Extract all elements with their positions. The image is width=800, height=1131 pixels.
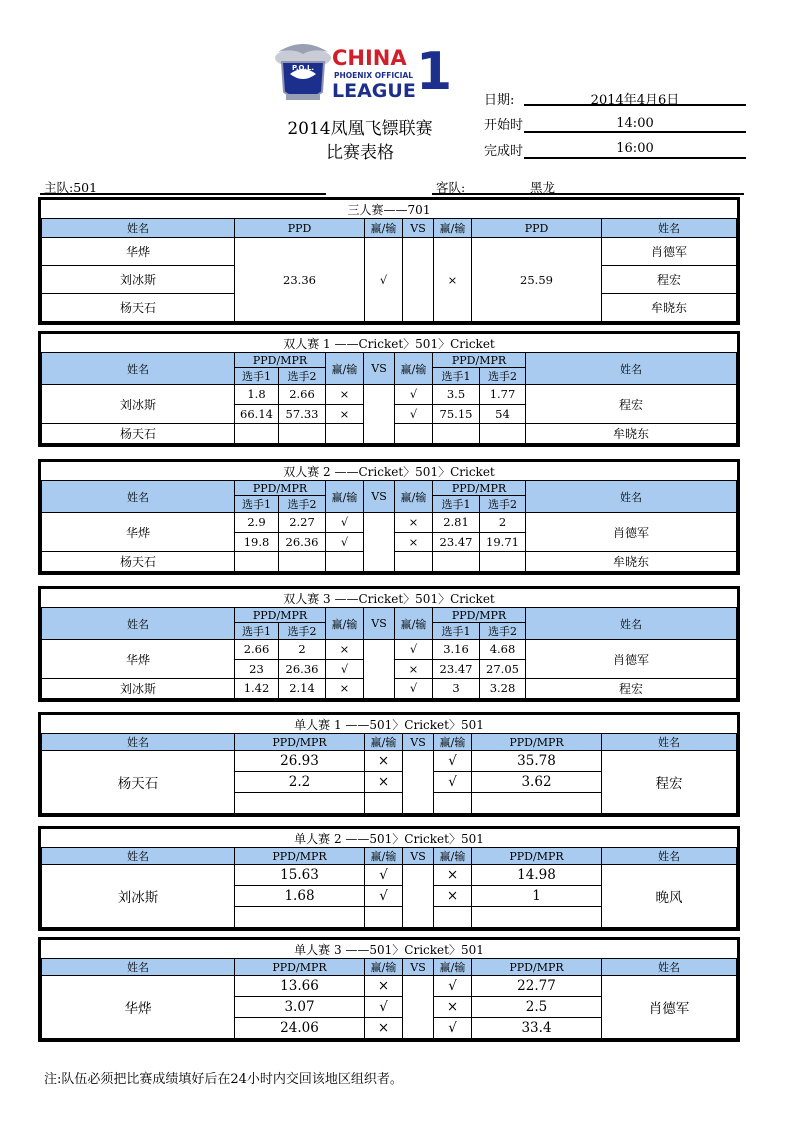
away-result: √ bbox=[395, 640, 433, 660]
doubles-3-section bbox=[38, 586, 740, 702]
home-player: 杨天石 bbox=[42, 424, 235, 444]
away-result bbox=[395, 552, 433, 572]
home-score bbox=[235, 907, 365, 928]
name-header: 姓名 bbox=[42, 734, 235, 751]
vs-cell bbox=[403, 238, 434, 322]
page-title: 2014凤凰飞镖联赛 bbox=[287, 119, 433, 139]
section-title: 双人赛 2 ——Cricket〉501〉Cricket bbox=[42, 462, 737, 481]
away-score: 3.62 bbox=[472, 772, 602, 793]
vs-header: VS bbox=[364, 608, 395, 640]
home-result: √ bbox=[326, 659, 364, 679]
logo-china: CHINA bbox=[332, 46, 407, 70]
away-player1-score: 3.5 bbox=[433, 385, 480, 405]
away-team-underline bbox=[432, 193, 744, 195]
name-header: 姓名 bbox=[526, 481, 737, 513]
ppd-mpr-header: PPD/MPR bbox=[235, 353, 326, 368]
ppd-mpr-header: PPD/MPR bbox=[235, 608, 326, 623]
away-result: × bbox=[395, 513, 433, 533]
win-loss-header: 赢/输 bbox=[434, 734, 472, 751]
away-score: 2.5 bbox=[472, 997, 602, 1018]
home-player2-score: 26.36 bbox=[279, 659, 326, 679]
player1-header: 选手1 bbox=[433, 496, 480, 513]
home-player: 刘冰斯 bbox=[42, 266, 235, 294]
home-result: × bbox=[326, 404, 364, 424]
win-loss-header: 赢/输 bbox=[434, 959, 472, 976]
home-player: 华烨 bbox=[42, 976, 235, 1039]
home-result: √ bbox=[365, 238, 403, 322]
name-header: 姓名 bbox=[526, 353, 737, 385]
logo-badge: P.O.L. bbox=[292, 64, 315, 72]
away-player1-score: 75.15 bbox=[433, 404, 480, 424]
away-player: 肖德军 bbox=[526, 513, 737, 552]
away-score: 35.78 bbox=[472, 751, 602, 772]
home-player1-score bbox=[235, 552, 279, 572]
win-loss-header: 赢/输 bbox=[326, 481, 364, 513]
win-loss-header: 赢/输 bbox=[326, 608, 364, 640]
away-result: √ bbox=[434, 772, 472, 793]
win-loss-header: 赢/输 bbox=[326, 353, 364, 385]
section-title: 单人赛 3 ——501〉Cricket〉501 bbox=[42, 940, 737, 959]
win-loss-header: 赢/输 bbox=[365, 219, 403, 238]
away-player1-score bbox=[433, 424, 480, 444]
away-result: √ bbox=[395, 385, 433, 405]
home-score: 26.93 bbox=[235, 751, 365, 772]
ppd-mpr-header: PPD/MPR bbox=[433, 481, 526, 496]
away-player: 肖德军 bbox=[526, 640, 737, 679]
doubles-2-section bbox=[38, 459, 740, 575]
away-result: × bbox=[395, 659, 433, 679]
page-subtitle: 比赛表格 bbox=[326, 143, 394, 163]
win-loss-header: 赢/输 bbox=[395, 608, 433, 640]
win-loss-header: 赢/输 bbox=[395, 481, 433, 513]
ppd-mpr-header: PPD/MPR bbox=[472, 734, 602, 751]
home-score bbox=[235, 793, 365, 814]
away-team-label: 客队: bbox=[436, 180, 466, 195]
ppd-mpr-header: PPD/MPR bbox=[472, 848, 602, 865]
home-result bbox=[365, 793, 403, 814]
away-team-value: 黑龙 bbox=[530, 180, 556, 195]
home-score: 15.63 bbox=[235, 865, 365, 886]
away-player2-score: 2 bbox=[480, 513, 526, 533]
home-result: √ bbox=[326, 532, 364, 552]
ppd-mpr-header: PPD/MPR bbox=[235, 481, 326, 496]
away-player: 牟晓东 bbox=[526, 424, 737, 444]
home-score: 1.68 bbox=[235, 886, 365, 907]
home-player1-score: 1.42 bbox=[235, 679, 279, 699]
name-header: 姓名 bbox=[602, 734, 737, 751]
section-title: 三人赛——701 bbox=[42, 200, 737, 219]
home-result: × bbox=[326, 640, 364, 660]
name-header: 姓名 bbox=[42, 353, 235, 385]
vs-cell bbox=[403, 751, 434, 814]
away-player2-score bbox=[480, 552, 526, 572]
home-player1-score bbox=[235, 424, 279, 444]
vs-cell bbox=[364, 640, 395, 699]
home-score: 24.06 bbox=[235, 1018, 365, 1039]
away-player1-score: 3 bbox=[433, 679, 480, 699]
home-player2-score bbox=[279, 552, 326, 572]
vs-header: VS bbox=[403, 219, 434, 238]
logo-league: LEAGUE bbox=[332, 80, 416, 102]
home-result: × bbox=[326, 385, 364, 405]
away-result: × bbox=[434, 865, 472, 886]
away-player1-score bbox=[433, 552, 480, 572]
date-value: 2014年4月6日 bbox=[590, 93, 680, 108]
section-title: 双人赛 1 ——Cricket〉501〉Cricket bbox=[42, 334, 737, 353]
away-player1-score: 2.81 bbox=[433, 513, 480, 533]
home-player1-score: 1.8 bbox=[235, 385, 279, 405]
name-header: 姓名 bbox=[602, 848, 737, 865]
ppd-mpr-header: PPD/MPR bbox=[235, 734, 365, 751]
away-player2-score: 3.28 bbox=[480, 679, 526, 699]
home-player1-score: 2.9 bbox=[235, 513, 279, 533]
player2-header: 选手2 bbox=[480, 368, 526, 385]
home-player: 杨天石 bbox=[42, 552, 235, 572]
away-result bbox=[395, 424, 433, 444]
name-header: 姓名 bbox=[602, 959, 737, 976]
away-player2-score: 4.68 bbox=[480, 640, 526, 660]
singles-1-section bbox=[38, 712, 740, 817]
home-player1-score: 19.8 bbox=[235, 532, 279, 552]
footer-note: 注:队伍必须把比赛成绩填好后在24小时内交回该地区组织者。 bbox=[44, 1072, 403, 1087]
player1-header: 选手1 bbox=[235, 623, 279, 640]
start-underline bbox=[524, 131, 746, 133]
win-loss-header: 赢/输 bbox=[434, 848, 472, 865]
away-result: √ bbox=[395, 404, 433, 424]
player2-header: 选手2 bbox=[480, 496, 526, 513]
vs-header: VS bbox=[403, 959, 434, 976]
home-player1-score: 2.66 bbox=[235, 640, 279, 660]
away-score: 1 bbox=[472, 886, 602, 907]
start-label: 开始时 bbox=[484, 118, 524, 133]
player1-header: 选手1 bbox=[235, 496, 279, 513]
vs-header: VS bbox=[364, 481, 395, 513]
player2-header: 选手2 bbox=[480, 623, 526, 640]
home-player2-score: 2.14 bbox=[279, 679, 326, 699]
vs-cell bbox=[364, 513, 395, 572]
away-score: 33.4 bbox=[472, 1018, 602, 1039]
player1-header: 选手1 bbox=[433, 623, 480, 640]
ppd-mpr-header: PPD/MPR bbox=[472, 959, 602, 976]
ppd-mpr-header: PPD/MPR bbox=[433, 608, 526, 623]
logo-phoenix-official: PHOENIX OFFICIAL bbox=[334, 71, 414, 80]
player2-header: 选手2 bbox=[279, 368, 326, 385]
name-header: 姓名 bbox=[42, 959, 235, 976]
player2-header: 选手2 bbox=[279, 496, 326, 513]
away-player: 牟晓东 bbox=[602, 294, 737, 322]
home-player2-score bbox=[279, 424, 326, 444]
home-player2-score: 2.27 bbox=[279, 513, 326, 533]
end-underline bbox=[524, 157, 746, 159]
win-loss-header: 赢/输 bbox=[365, 734, 403, 751]
home-result bbox=[326, 424, 364, 444]
player1-header: 选手1 bbox=[235, 368, 279, 385]
singles-3-section bbox=[38, 937, 740, 1042]
home-result bbox=[365, 907, 403, 928]
home-player2-score: 2.66 bbox=[279, 385, 326, 405]
home-player2-score: 2 bbox=[279, 640, 326, 660]
home-player1-score: 23 bbox=[235, 659, 279, 679]
away-result: × bbox=[395, 532, 433, 552]
player1-header: 选手1 bbox=[433, 368, 480, 385]
away-player: 肖德军 bbox=[602, 238, 737, 266]
name-header: 姓名 bbox=[602, 219, 737, 238]
vs-header: VS bbox=[403, 848, 434, 865]
home-result: √ bbox=[365, 886, 403, 907]
away-player1-score: 23.47 bbox=[433, 659, 480, 679]
end-label: 完成时 bbox=[484, 144, 524, 159]
home-player2-score: 26.36 bbox=[279, 532, 326, 552]
home-result: × bbox=[326, 679, 364, 699]
away-player: 程宏 bbox=[526, 679, 737, 699]
ppd-mpr-header: PPD/MPR bbox=[235, 848, 365, 865]
home-player: 华烨 bbox=[42, 640, 235, 679]
away-player2-score: 19.71 bbox=[480, 532, 526, 552]
home-player: 华烨 bbox=[42, 238, 235, 266]
home-player: 杨天石 bbox=[42, 751, 235, 814]
home-result bbox=[326, 552, 364, 572]
ppd-header: PPD bbox=[472, 219, 602, 238]
home-player: 刘冰斯 bbox=[42, 385, 235, 424]
triples-section bbox=[38, 197, 740, 325]
ppd-header: PPD bbox=[235, 219, 365, 238]
away-player: 程宏 bbox=[602, 266, 737, 294]
away-score bbox=[472, 793, 602, 814]
away-player1-score: 3.16 bbox=[433, 640, 480, 660]
home-team-underline bbox=[40, 193, 326, 195]
home-score: 3.07 bbox=[235, 997, 365, 1018]
ppd-mpr-header: PPD/MPR bbox=[235, 959, 365, 976]
section-title: 单人赛 2 ——501〉Cricket〉501 bbox=[42, 829, 737, 848]
home-result: × bbox=[365, 772, 403, 793]
home-result: √ bbox=[326, 513, 364, 533]
date-label: 日期: bbox=[484, 93, 515, 108]
vs-cell bbox=[403, 865, 434, 928]
home-player: 刘冰斯 bbox=[42, 679, 235, 699]
doubles-1-section bbox=[38, 331, 740, 447]
start-value: 14:00 bbox=[616, 116, 654, 131]
section-title: 双人赛 3 ——Cricket〉501〉Cricket bbox=[42, 589, 737, 608]
away-player: 肖德军 bbox=[602, 976, 737, 1039]
home-player: 刘冰斯 bbox=[42, 865, 235, 928]
away-player2-score: 54 bbox=[480, 404, 526, 424]
away-player2-score bbox=[480, 424, 526, 444]
player2-header: 选手2 bbox=[279, 623, 326, 640]
vs-cell bbox=[364, 385, 395, 444]
name-header: 姓名 bbox=[42, 848, 235, 865]
win-loss-header: 赢/输 bbox=[365, 959, 403, 976]
section-title: 单人赛 1 ——501〉Cricket〉501 bbox=[42, 715, 737, 734]
away-score bbox=[472, 907, 602, 928]
end-value: 16:00 bbox=[616, 141, 654, 156]
away-player2-score: 1.77 bbox=[480, 385, 526, 405]
away-result bbox=[434, 907, 472, 928]
logo-number: 1 bbox=[416, 42, 453, 102]
home-result: × bbox=[365, 751, 403, 772]
league-logo bbox=[268, 40, 453, 106]
away-result: √ bbox=[434, 1018, 472, 1039]
ppd-mpr-header: PPD/MPR bbox=[433, 353, 526, 368]
singles-2-section bbox=[38, 826, 740, 931]
away-player1-score: 23.47 bbox=[433, 532, 480, 552]
name-header: 姓名 bbox=[42, 481, 235, 513]
away-result: √ bbox=[434, 976, 472, 997]
name-header: 姓名 bbox=[526, 608, 737, 640]
name-header: 姓名 bbox=[42, 608, 235, 640]
home-player2-score: 57.33 bbox=[279, 404, 326, 424]
vs-header: VS bbox=[403, 734, 434, 751]
home-player: 华烨 bbox=[42, 513, 235, 552]
away-result: √ bbox=[434, 751, 472, 772]
home-player: 杨天石 bbox=[42, 294, 235, 322]
away-score: 14.98 bbox=[472, 865, 602, 886]
home-result: √ bbox=[365, 865, 403, 886]
win-loss-header: 赢/输 bbox=[365, 848, 403, 865]
home-result: × bbox=[365, 976, 403, 997]
home-ppd: 23.36 bbox=[235, 238, 365, 322]
win-loss-header: 赢/输 bbox=[395, 353, 433, 385]
away-player: 程宏 bbox=[602, 751, 737, 814]
away-result: × bbox=[434, 238, 472, 322]
away-score: 22.77 bbox=[472, 976, 602, 997]
away-result: × bbox=[434, 997, 472, 1018]
home-team-label: 主队:501 bbox=[44, 180, 98, 195]
away-result: √ bbox=[395, 679, 433, 699]
vs-header: VS bbox=[364, 353, 395, 385]
home-result: √ bbox=[365, 997, 403, 1018]
away-player2-score: 27.05 bbox=[480, 659, 526, 679]
away-result: × bbox=[434, 886, 472, 907]
away-result bbox=[434, 793, 472, 814]
home-score: 2.2 bbox=[235, 772, 365, 793]
away-player: 晚风 bbox=[602, 865, 737, 928]
away-player: 程宏 bbox=[526, 385, 737, 424]
home-player1-score: 66.14 bbox=[235, 404, 279, 424]
win-loss-header: 赢/输 bbox=[434, 219, 472, 238]
home-result: × bbox=[365, 1018, 403, 1039]
name-header: 姓名 bbox=[42, 219, 235, 238]
date-underline bbox=[524, 104, 746, 106]
away-player: 牟晓东 bbox=[526, 552, 737, 572]
vs-cell bbox=[403, 976, 434, 1039]
away-ppd: 25.59 bbox=[472, 238, 602, 322]
home-score: 13.66 bbox=[235, 976, 365, 997]
